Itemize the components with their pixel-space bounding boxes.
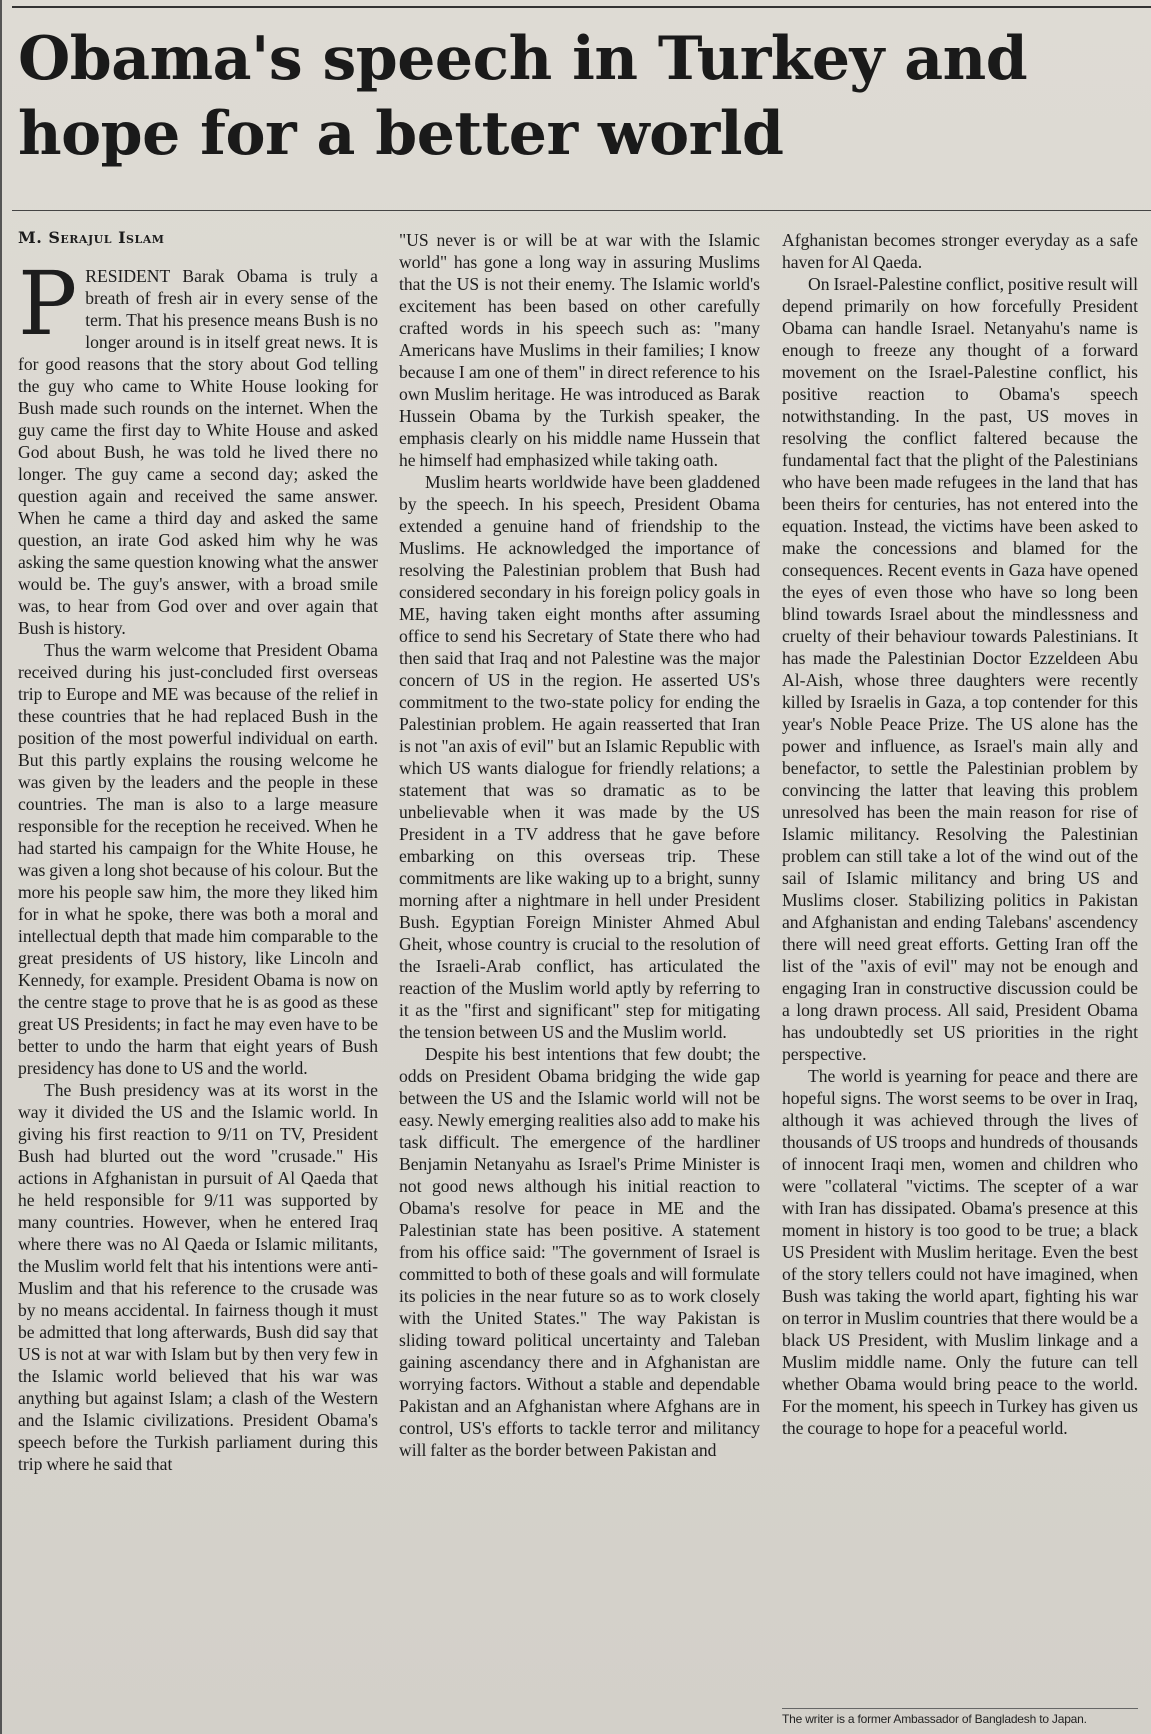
byline: M. Serajul Islam	[18, 228, 165, 247]
lead-text: RESIDENT Barak Obama is truly a breath of fresh air in every sense of the term. That his presence means Bush is no longer around is in itself great news. It is for good reasons that the story about God telling the guy who came to White House looking for Bush made such rounds on the internet. When the guy came the first day to White House and asked God about Bush, he was told he lived there no longer. The guy came a second day; asked the question again and received the same answer. When he came a third day and asked the same question, an irate God asked him why he was asking the same question knowing what the answer would be. The guy's answer, with a broad smile was, to hear from God over and over again that Bush is history.	[18, 266, 378, 638]
paragraph-8: On Israel-Palestine conflict, positive result will depend primarily on how forcefully President Obama can handle Israel. Netanyahu's name is enough to freeze any thought of a forward movement on the Israel-Palestine conflict, his positive reaction to Obama's speech notwithstanding. In the past, US moves in resolving the conflict faltered because the fundamental fact that the plight of the Palestinians who have been made refugees in the land that has been theirs for centuries, has not entered into the equation. Instead, the victims have been asked to make the concessions and blamed for the consequences. Recent events in Gaza have opened the eyes of even those who have so long been blind towards Israel about the mindlessness and cruelty of their behaviour towards Palestinians. It has made the Palestinian Doctor Ezzeldeen Abu Al-Aish, whose three daughters were recently killed by Israelis in Gaza, a top contender for this year's Noble Peace Prize. The US alone has the power and influence, as Israel's main ally and benefactor, to settle the Palestinian problem by convincing the latter that leaving this problem unresolved has been the main reason for rise of Islamic militancy. Resolving the Palestinian problem can still take a lot of the wind out of the sail of Islamic militancy and bring US and Muslims closer. Stabilizing politics in Pakistan and Afghanistan and ending Talebans' ascendency there will need great efforts. Getting Iran off the list of the "axis of evil" may not be enough and engaging Iran in constructive discussion could be a long drawn process. All said, President Obama has undoubtedly set US priorities in the right perspective.	[782, 274, 1138, 1064]
drop-cap: P	[18, 265, 78, 355]
paragraph-4: "US never is or will be at war with the Islamic world" has gone a long way in assuring Muslims that the US is not their enemy. The Islamic world's excitement has been based on other carefully crafted words in his speech such as: "many Americans have Muslims in their families; I know because I am one of them" in direct reference to his own Muslim heritage. He was introduced as Barak Hussein Obama by the Turkish speaker, the emphasis clearly on his middle name Hussein that he himself had emphasized while taking oath.	[399, 230, 760, 470]
headline: Obama's speech in Turkey and hope for a better world	[18, 24, 1028, 169]
paragraph-2: Thus the warm welcome that President Obama received during his just-concluded first overseas trip to Europe and ME was because of the relief in these countries that he had replaced Bush in the position of the most powerful individual on earth. But this partly explains the rousing welcome he was given by the leaders and the people in these countries. The man is also to a large measure responsible for the reception he received. When he had started his campaign for the White House, he was given a long shot because of his colour. But the more his people saw him, the more they liked him for in what he spoke, there was both a moral and intellectual depth that made him comparable to the great presidents of US history, like Lincoln and Kennedy, for example. President Obama is now on the centre stage to prove that he is as good as these great US Presidents; in fact he may even have to be better to undo the harm that eight years of Bush presidency has done to US and the world.	[18, 640, 378, 1078]
paragraph-7: Afghanistan becomes stronger everyday as a safe haven for Al Qaeda.	[782, 230, 1138, 272]
lead-paragraph	[18, 265, 378, 639]
column-2	[399, 229, 760, 1720]
paragraph-9: The world is yearning for peace and there are hopeful signs. The worst seems to be over in Iraq, although it was achieved through the lives of thousands of US troops and hundreds of thousands of innocent Iraqi men, women and children who were "collateral "victims. The scepter of a war with Iran has dissipated. Obama's presence at this moment in history is too good to be true; a black US President with Muslim heritage. Even the best of the story tellers could not have imagined, when Bush was taking the world apart, fighting his war on terror in Muslim countries that there would be a black US President, with Muslim linkage and a Muslim middle name. Only the future can tell whether Obama would bring peace to the world. For the moment, his speech in Turkey has given us the courage to hope for a peaceful world.	[782, 1066, 1138, 1438]
column-1	[18, 265, 378, 1720]
paragraph-5: Muslim hearts worldwide have been gladdened by the speech. In his speech, President Obama extended a genuine hand of friendship to the Muslims. He acknowledged the importance of resolving the Palestinian problem that Bush had considered secondary in his foreign policy goals in ME, having taken eight months after assuming office to send his Secretary of State there who had then said that Iraq and not Palestine was the major concern of US in the region. He asserted US's commitment to the two-state policy for ending the Palestinian problem. He again reasserted that Iran is not "an axis of evil" but an Islamic Republic with which US wants dialogue for friendly relations; a statement that was so dramatic as to be unbelievable when it was made by the US President in a TV address that he gave before embarking on this overseas trip. These commitments are like waking up to a bright, sunny morning after a nightmare in hell under President Bush. Egyptian Foreign Minister Ahmed Abul Gheit, whose country is crucial to the resolution of the Israeli-Arab conflict, has articulated the reaction of the Muslim world aptly by referring to it as the "first and significant" step for mitigating the tension between US and the Muslim world.	[399, 472, 760, 1042]
footnote-rule	[782, 1708, 1138, 1709]
author-footnote: The writer is a former Ambassador of Bangladesh to Japan.	[782, 1712, 1087, 1726]
paragraph-3: The Bush presidency was at its worst in the way it divided the US and the Islamic world. In giving his first reaction to 9/11 on TV, President Bush had blurted out the word "crusade." His actions in Afghanistan in pursuit of Al Qaeda that he held responsible for 9/11 was supported by many countries. However, when he entered Iraq where there was no Al Qaeda or Islamic militants, the Muslim world felt that his intentions were anti-Muslim and that his reference to the crusade was by no means accidental. In fairness though it must be admitted that long afterwards, Bush did say that US is not at war with Islam but by then very few in the Islamic world believed that his war was anything but against Islam; a clash of the Western and the Islamic civilizations. President Obama's speech before the Turkish parliament during this trip where he said that	[18, 1080, 378, 1474]
top-rule	[12, 6, 1151, 8]
headline-rule	[12, 210, 1151, 211]
column-3	[782, 229, 1138, 1679]
paragraph-6: Despite his best intentions that few doubt; the odds on President Obama bridging the wide gap between the US and the Islamic world will not be easy. Newly emerging realities also add to make his task difficult. The emergence of the hardliner Benjamin Netanyahu as Israel's Prime Minister is not good news although his initial reaction to Obama's resolve for peace in ME and the Palestinian state has been positive. A statement from his office said: "The government of Israel is committed to both of these goals and will formulate its policies in the near future so as to work closely with the United States." The way Pakistan is sliding toward political uncertainty and Taleban gaining ascendancy there and in Afghanistan are worrying factors. Without a stable and dependable Pakistan and an Afghanistan where Afghans are in control, US's efforts to tackle terror and militancy will falter as the border between Pakistan and	[399, 1044, 760, 1460]
